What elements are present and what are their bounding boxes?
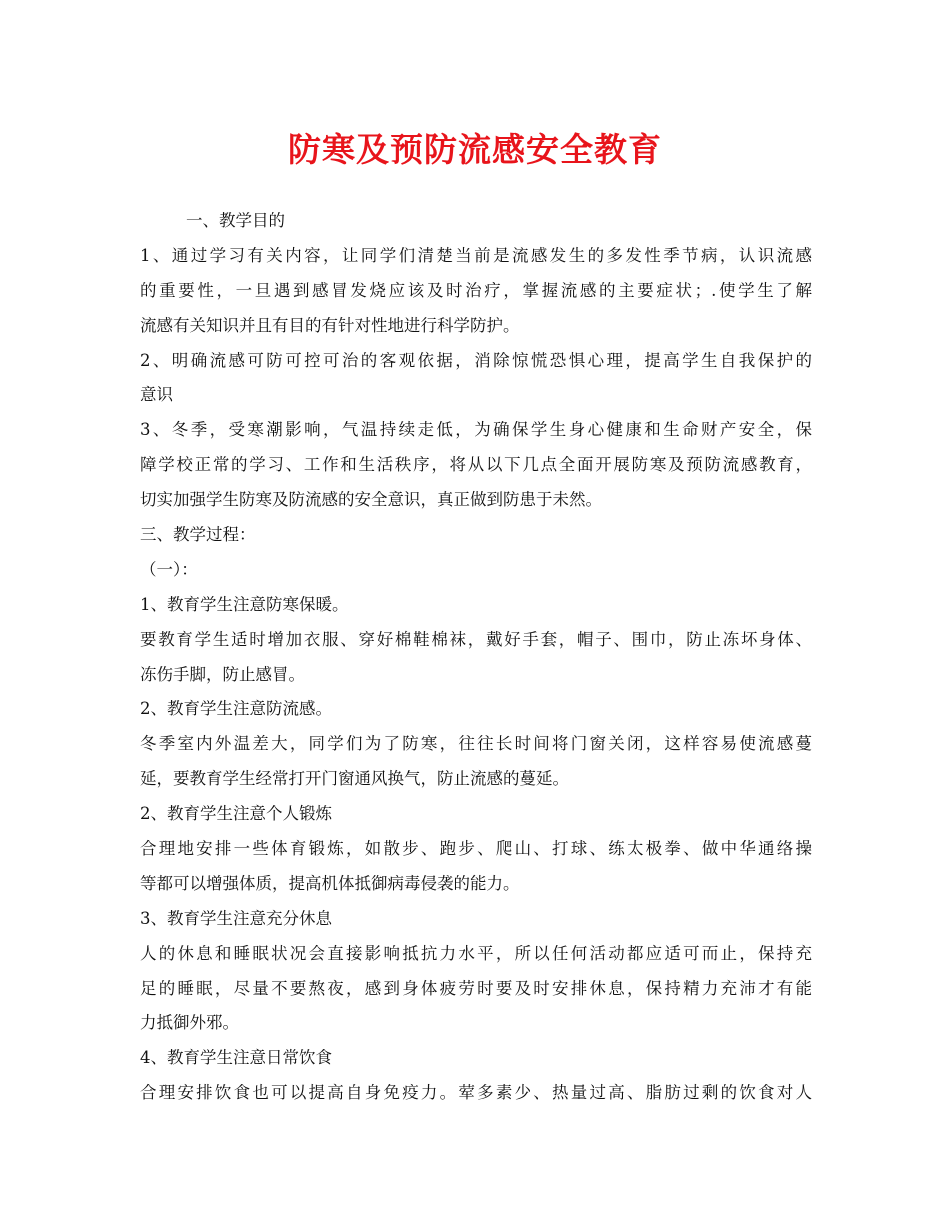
paragraph-line: 力抵御外邪。 bbox=[140, 1013, 239, 1033]
paragraph-line: 合理安排饮食也可以提高自身免疫力。荤多素少、热量过高、脂肪过剩的饮食对人 bbox=[140, 1083, 812, 1103]
paragraph-line: 冻伤手脚，防止感冒。 bbox=[140, 664, 305, 684]
paragraph-line: 要教育学生适时增加衣服、穿好棉鞋棉袜，戴好手套，帽子、围巾，防止冻坏身体、 bbox=[140, 629, 812, 649]
item-heading: 4、教育学生注意日常饮食 bbox=[140, 1048, 332, 1068]
paragraph-line: 足的睡眠，尽量不要熬夜，感到身体疲劳时要及时安排休息，保持精力充沛才有能 bbox=[140, 978, 812, 998]
paragraph-line: 合理地安排一些体育锻炼，如散步、跑步、爬山、打球、练太极拳、做中华通络操 bbox=[140, 839, 812, 859]
paragraph-line: 1、通过学习有关内容，让同学们清楚当前是流感发生的多发性季节病，认识流感 bbox=[140, 245, 812, 265]
paragraph-line: 意识 bbox=[140, 385, 173, 405]
paragraph-line: 的重要性，一旦遇到感冒发烧应该及时治疗，掌握流感的主要症状；.使学生了解 bbox=[140, 280, 812, 300]
paragraph-line: 人的休息和睡眠状况会直接影响抵抗力水平，所以任何活动都应适可而止，保持充 bbox=[140, 943, 812, 963]
paragraph-line: 流感有关知识并且有目的有针对性地进行科学防护。 bbox=[140, 315, 520, 335]
paragraph-line: 冬季室内外温差大，同学们为了防寒，往往长时间将门窗关闭，这样容易使流感蔓 bbox=[140, 734, 812, 754]
item-heading: 2、教育学生注意个人锻炼 bbox=[140, 804, 332, 824]
subsection-heading: （一）： bbox=[140, 559, 198, 579]
paragraph-line: 2、明确流感可防可控可治的客观依据，消除惊慌恐惧心理，提高学生自我保护的 bbox=[140, 350, 812, 370]
paragraph-line: 延，要教育学生经常打开门窗通风换气，防止流感的蔓延。 bbox=[140, 769, 569, 789]
paragraph-line: 等都可以增强体质，提高机体抵御病毒侵袭的能力。 bbox=[140, 873, 520, 893]
document-body bbox=[140, 204, 812, 1111]
paragraph-line: 切实加强学生防寒及防流感的安全意识，真正做到防患于未然。 bbox=[140, 490, 602, 510]
item-heading: 2、教育学生注意防流感。 bbox=[140, 699, 332, 719]
paragraph-line: 障学校正常的学习、工作和生活秩序，将从以下几点全面开展防寒及预防流感教育， bbox=[140, 455, 812, 475]
document-title: 防寒及预防流感安全教育 bbox=[288, 130, 662, 169]
section-heading: 三、教学过程： bbox=[140, 525, 256, 545]
section-heading: 一、教学目的 bbox=[186, 211, 285, 230]
item-heading: 3、教育学生注意充分休息 bbox=[140, 908, 332, 928]
item-heading: 1、教育学生注意防寒保暖。 bbox=[140, 594, 349, 614]
paragraph-line: 3、冬季，受寒潮影响，气温持续走低，为确保学生身心健康和生命财产安全，保 bbox=[140, 420, 812, 440]
